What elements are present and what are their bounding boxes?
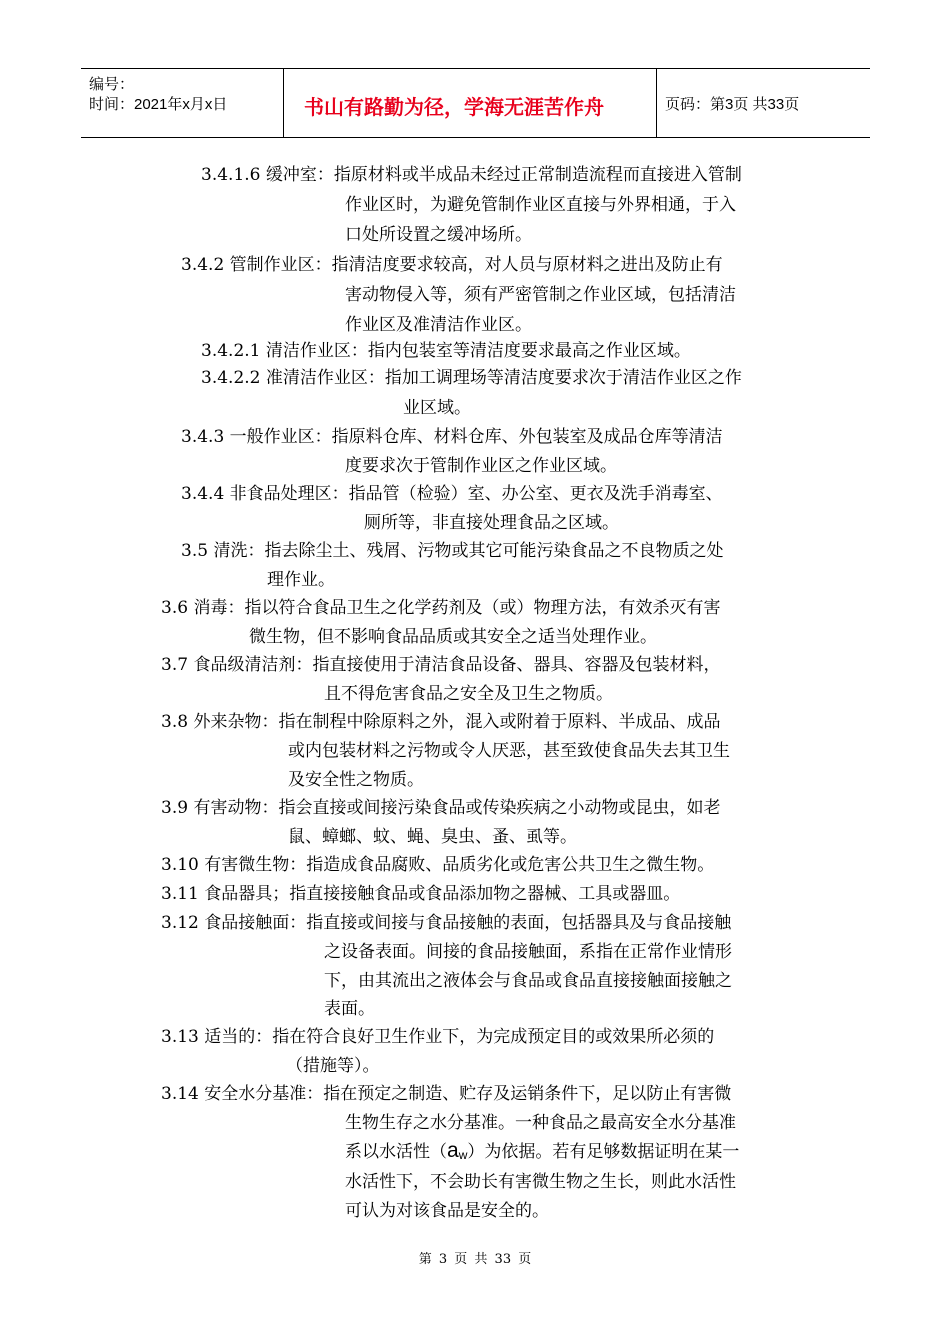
definition-line: 3.4.2.2 准清洁作业区：指加工调理场等清洁度要求次于清洁作业区之作 xyxy=(201,368,742,388)
definition-line: 3.13 适当的：指在符合良好卫生作业下，为完成预定目的或效果所必须的 xyxy=(161,1027,715,1047)
page-footer: 第 3 页 共 33 页 xyxy=(418,1252,532,1267)
definition-line: 作业区及准清洁作业区。 xyxy=(345,315,532,335)
definition-line: 且不得危害食品之安全及卫生之物质。 xyxy=(324,684,613,704)
definition-line: 厕所等，非直接处理食品之区域。 xyxy=(364,513,619,533)
header-page-cell xyxy=(657,69,870,137)
document-code-label: 编号： xyxy=(89,76,135,93)
definition-line: 或内包装材料之污物或令人厌恶，甚至致使食品失去其卫生 xyxy=(288,741,730,761)
definition-line: 可认为对该食品是安全的。 xyxy=(345,1201,549,1221)
definition-line: 3.4.3 一般作业区：指原料仓库、材料仓库、外包装室及成品仓库等清洁 xyxy=(181,427,723,447)
definition-line: 害动物侵入等，须有严密管制之作业区域，包括清洁 xyxy=(345,285,736,305)
definition-line: 之设备表面。间接的食品接触面，系指在正常作业情形 xyxy=(324,942,732,962)
header-motto: 书山有路勤为径，学海无涯苦作舟 xyxy=(304,95,604,119)
header-page-number: 页码：第3页 共33页 xyxy=(665,96,800,113)
definition-line: 及安全性之物质。 xyxy=(288,770,424,790)
definition-line: 度要求次于管制作业区之作业区域。 xyxy=(345,456,617,476)
definition-line: 生物生存之水分基准。一种食品之最高安全水分基准 xyxy=(345,1113,736,1133)
definition-line: 水活性下，不会助长有害微生物之生长，则此水活性 xyxy=(345,1172,736,1192)
definition-line: 3.11 食品器具；指直接接触食品或食品添加物之器械、工具或器皿。 xyxy=(161,884,681,904)
page-header xyxy=(81,68,870,138)
definition-line: 3.5 清洗：指去除尘土、残屑、污物或其它可能污染食品之不良物质之处 xyxy=(181,541,724,561)
definition-line: 3.9 有害动物：指会直接或间接污染食品或传染疾病之小动物或昆虫，如老 xyxy=(161,798,721,818)
header-left-cell xyxy=(81,69,284,137)
definition-line: 3.7 食品级清洁剂：指直接使用于清洁食品设备、器具、容器及包装材料， xyxy=(161,655,721,675)
definition-line: 3.4.4 非食品处理区：指品管（检验）室、办公室、更衣及洗手消毒室、 xyxy=(181,484,723,504)
definition-line: 口处所设置之缓冲场所。 xyxy=(345,225,532,245)
definition-line: 3.12 食品接触面：指直接或间接与食品接触的表面，包括器具及与食品接触 xyxy=(161,913,732,933)
water-activity-line xyxy=(345,1141,739,1165)
definition-line: 鼠、蟑螂、蚊、蝇、臭虫、蚤、虱等。 xyxy=(288,827,577,847)
aw-before: 系以水活性（ xyxy=(345,1142,447,1162)
water-activity-symbol: $a_w$ xyxy=(447,1139,468,1162)
definition-line: 3.6 消毒：指以符合食品卫生之化学药剂及（或）物理方法，有效杀灭有害 xyxy=(161,598,721,618)
definition-line: 理作业。 xyxy=(267,570,335,590)
document-time-label: 时间：2021年x月x日 xyxy=(89,96,228,113)
definition-line: （措施等）。 xyxy=(286,1056,380,1076)
definition-line: 业区域。 xyxy=(403,398,471,418)
definition-line: 表面。 xyxy=(324,999,375,1019)
definition-line: 3.10 有害微生物：指造成食品腐败、品质劣化或危害公共卫生之微生物。 xyxy=(161,855,715,875)
aw-after: ）为依据。若有足够数据证明在某一 xyxy=(467,1142,740,1162)
definition-line: 微生物，但不影响食品品质或其安全之适当处理作业。 xyxy=(249,627,657,647)
definition-line: 3.4.1.6 缓冲室：指原材料或半成品未经过正常制造流程而直接进入管制 xyxy=(201,165,742,185)
definition-line: 3.8 外来杂物：指在制程中除原料之外，混入或附着于原料、半成品、成品 xyxy=(161,712,721,732)
definition-line: 下，由其流出之液体会与食品或食品直接接触面接触之 xyxy=(324,971,732,991)
definition-line: 3.4.2.1 清洁作业区：指内包装室等清洁度要求最高之作业区域。 xyxy=(201,341,691,361)
definition-line: 作业区时，为避免管制作业区直接与外界相通，于入 xyxy=(345,195,736,215)
definition-line: 3.4.2 管制作业区：指清洁度要求较高，对人员与原材料之进出及防止有 xyxy=(181,255,723,275)
definition-line: 3.14 安全水分基准：指在预定之制造、贮存及运销条件下，足以防止有害微 xyxy=(161,1084,732,1104)
header-motto-cell xyxy=(284,69,657,137)
